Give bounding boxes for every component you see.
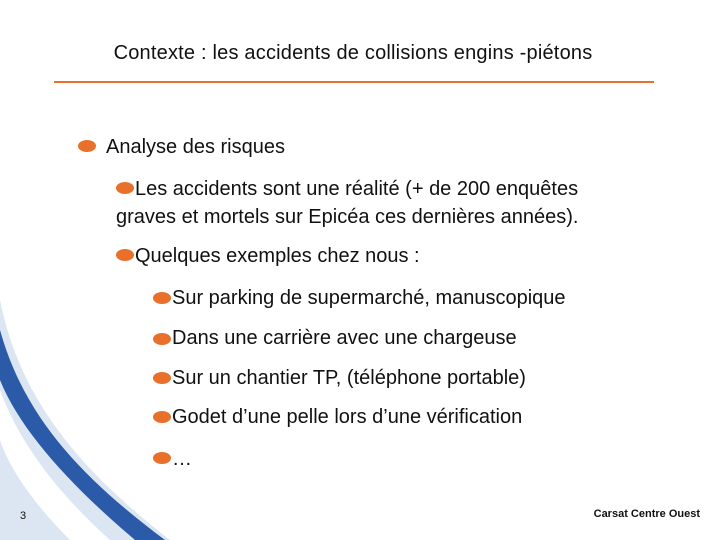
bullet-analyse: Analyse des risques: [106, 136, 285, 158]
bullet-icon: [153, 452, 171, 464]
bullet-icon: [116, 182, 134, 194]
bullet-icon: [78, 140, 96, 152]
organization-name: Carsat Centre Ouest: [593, 508, 700, 520]
bullet-icon: [153, 372, 171, 384]
bullet-icon: [153, 292, 171, 304]
bullet-icon: [153, 411, 171, 423]
title-underline: [54, 81, 654, 83]
bullet-icon: [153, 333, 171, 345]
example-parking: Sur parking de supermarché, manuscopique: [172, 287, 566, 309]
example-chantier: Sur un chantier TP, (téléphone portable): [172, 367, 526, 389]
bullet-accidents-line1: Les accidents sont une réalité (+ de 200 enquêtes: [135, 178, 579, 200]
bullet-accidents-line2: graves et mortels sur Epicéa ces dernières années).: [116, 206, 579, 228]
example-carriere: Dans une carrière avec une chargeuse: [172, 327, 517, 349]
page-number: 3: [20, 510, 27, 522]
example-godet: Godet d’une pelle lors d’une vérification: [172, 406, 523, 428]
slide-title: Contexte : les accidents de collisions engins -piétons: [113, 42, 593, 64]
bullet-icon: [116, 249, 134, 261]
example-ellipsis: …: [172, 448, 192, 470]
bullet-exemples: Quelques exemples chez nous :: [135, 245, 420, 267]
